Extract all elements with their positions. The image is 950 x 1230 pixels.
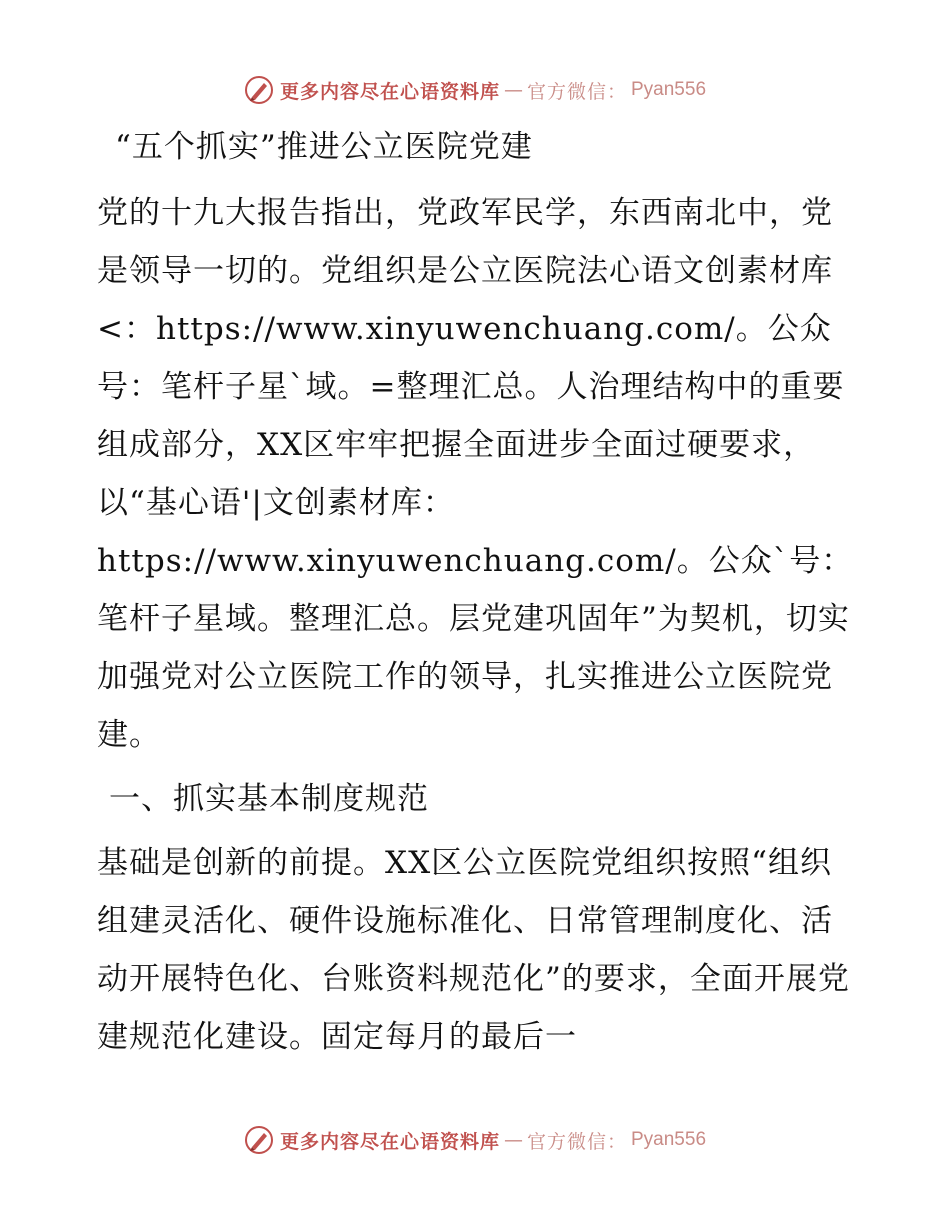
wechat-id: Pyan556 xyxy=(631,79,707,100)
pen-logo-icon xyxy=(244,75,274,105)
wechat-id: Pyan556 xyxy=(631,1129,707,1150)
paragraph-1: 党的十九大报告指出，党政军民学，东西南北中，党是领导一切的。党组织是公立医院法心语文创素材库<：https://www.xinyuwenchuang.com/。公众号：笔杆子星`域。=整理汇总。人治理结构中的重要组成部分，XX区牢牢把握全面进步全面过硬要求，以“基心语'|文创素材库：https://www.xinyuwenchuang.com/。公众`号：笔杆子星域。整理汇总。层党建巩固年”为契机，切实加强党对公立医院工作的领导，扎实推进公立医院党建。 xyxy=(97,195,854,753)
official-wechat-label: 官方微信： xyxy=(526,80,627,103)
document-body xyxy=(97,118,857,1072)
document-title: “五个抓实”推进公立医院党建 xyxy=(115,129,533,165)
paragraph-2: 基础是创新的前提。XX区公立医院党组织按照“组织组建灵活化、硬件设施标准化、日常管理制度化、活动开展特色化、台账资料规范化”的要求，全面开展党建规范化建设。固定每月的最后一 xyxy=(97,845,850,1055)
separator: — xyxy=(503,79,523,101)
footer-watermark xyxy=(0,1120,950,1160)
official-wechat-label: 官方微信： xyxy=(526,1130,627,1153)
brand-text: 更多内容尽在心语资料库 xyxy=(279,1130,500,1153)
header-watermark xyxy=(0,70,950,110)
pen-logo-icon xyxy=(244,1125,274,1155)
brand-text: 更多内容尽在心语资料库 xyxy=(279,80,500,103)
section-heading-1: 一、抓实基本制度规范 xyxy=(109,781,429,817)
separator: — xyxy=(503,1129,523,1151)
